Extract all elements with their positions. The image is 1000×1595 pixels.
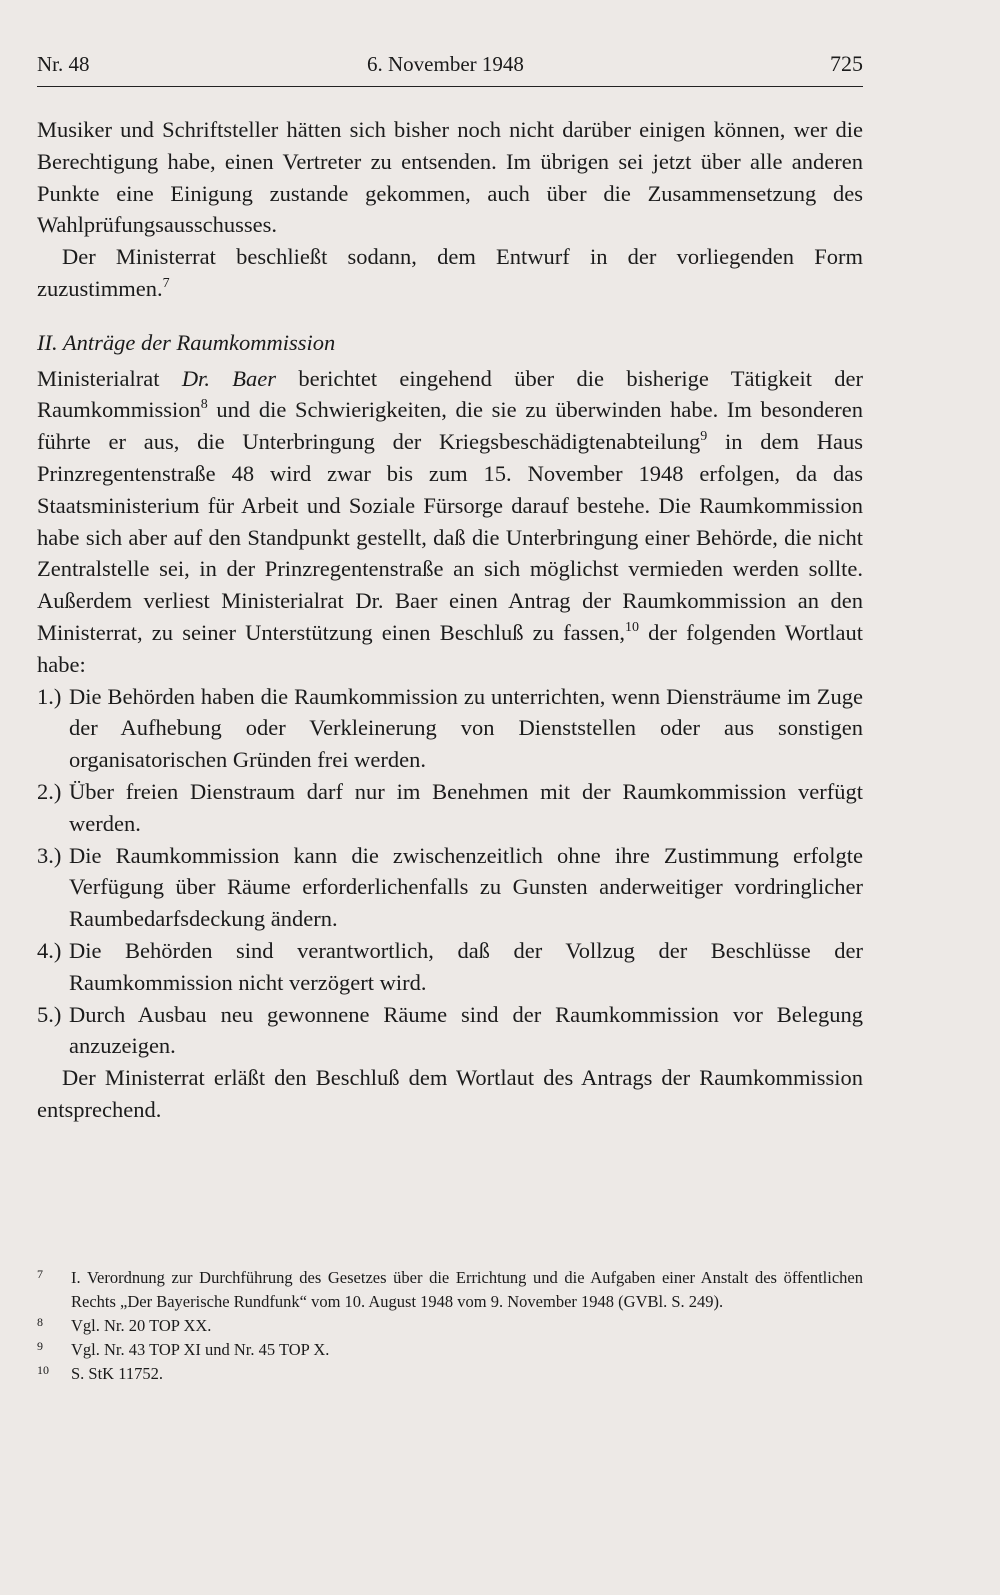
list-item — [37, 776, 863, 840]
footnote-number: 7 — [37, 1267, 43, 1281]
footnote-8 — [37, 1314, 863, 1338]
footnote-9 — [37, 1338, 863, 1362]
paragraph-1: Musiker und Schriftsteller hätten sich bisher noch nicht darüber einigen können, wer die Berechtigung habe, einen Vertreter zu entsenden. Im übrigen sei jetzt über alle anderen Punkte eine Einigung zustande gekommen, auch über die Zusammensetzung des Wahlprüfungsausschusses. — [37, 117, 863, 238]
list-item — [37, 999, 863, 1063]
header-date: 6. November 1948 — [367, 52, 524, 76]
list-item — [37, 840, 863, 935]
footnote-ref-9: 9 — [700, 429, 708, 445]
list-item-number: 1.) — [37, 683, 62, 709]
paragraph-2-text: Der Ministerrat beschließt sodann, dem Entwurf in der vorliegenden Form zuzustimmen. — [37, 244, 863, 301]
person-name: Dr. Baer — [181, 365, 277, 391]
list-item-number: 2.) — [37, 778, 62, 804]
paragraph-3-part-e: der folgenden Wortlaut habe: — [37, 619, 863, 677]
issue-number: Nr. 48 — [37, 52, 90, 76]
main-text — [37, 114, 863, 1126]
footnote-number: 9 — [37, 1339, 43, 1353]
header-rule — [37, 86, 863, 87]
list-item-number: 4.) — [37, 937, 62, 963]
paragraph-3-part-b: berichtet eingehend über die bisherige Tätigkeit der Raumkommission — [37, 365, 864, 423]
running-header — [37, 46, 863, 80]
paragraph-3-part-c: und die Schwierigkeiten, die sie zu überwinden habe. Im besonderen führte er aus, die Unterbringung der Kriegsbeschädigtenabteilung — [37, 397, 863, 455]
paragraph-2 — [37, 241, 863, 305]
footnote-number: 8 — [37, 1315, 43, 1329]
footnote-text: Vgl. Nr. 43 TOP XI und Nr. 45 TOP X. — [71, 1340, 330, 1359]
footnote-10 — [37, 1362, 863, 1386]
paragraph-3 — [37, 363, 863, 681]
footnote-ref-8: 8 — [200, 397, 208, 413]
footnote-number: 10 — [37, 1363, 49, 1377]
list-item-text: Die Behörden sind verantwortlich, daß der Vollzug der Beschlüsse der Raumkommission nicht verzögert wird. — [69, 937, 863, 995]
document-page — [37, 46, 863, 1546]
footnote-ref-7: 7 — [162, 275, 170, 291]
list-item — [37, 681, 863, 776]
footnote-ref-10: 10 — [624, 619, 639, 635]
list-item — [37, 935, 863, 999]
list-item-text: Die Behörden haben die Raumkommission zu unterrichten, wenn Diensträume im Zuge der Aufhebung oder Verkleinerung von Dienststellen oder aus sonstigen organisatorischen Gründen frei werden. — [69, 683, 863, 773]
page-number: 725 — [830, 51, 863, 76]
paragraph-3-part-d: in dem Haus Prinzregentenstraße 48 wird zwar bis zum 15. November 1948 erfolgen, da das Staatsministerium für Arbeit und Soziale Fürsorge darauf bestehe. Die Raumkommission habe sich aber auf den Standpunkt gestellt, daß die Unterbringung einer Behörde, die nicht Zentralstelle sei, in der Prinzregentenstraße an sich möglichst vermieden werden sollte. Außerdem verliest Ministerialrat Dr. Baer einen Antrag der Raumkommission an den Ministerrat, zu seiner Unterstützung einen Beschluß zu fassen, — [37, 429, 863, 645]
footnotes — [37, 1266, 863, 1386]
footnote-text: I. Verordnung zur Durchführung des Gesetzes über die Errichtung und die Aufgaben einer Anstalt des öffentlichen Rechts „Der Bayerische Rundfunk“ vom 10. August 1948 vom 9. November 1948 (GVBl. S. 249). — [71, 1268, 863, 1311]
list-item-text: Über freien Dienstraum darf nur im Benehmen mit der Raumkommission verfügt werden. — [69, 778, 863, 836]
list-item-number: 5.) — [37, 1001, 62, 1027]
list-item-text: Durch Ausbau neu gewonnene Räume sind der Raumkommission vor Belegung anzuzeigen. — [69, 1001, 863, 1059]
section-heading: II. Anträge der Raumkommission — [37, 329, 336, 355]
list-item-number: 3.) — [37, 842, 62, 868]
footnote-text: S. StK 11752. — [71, 1364, 163, 1383]
list-item-text: Die Raumkommission kann die zwischenzeitlich ohne ihre Zustimmung erfolgte Verfügung über Räume erforderlichenfalls zu Gunsten anderweitiger vordringlicher Raumbedarfsdeckung ändern. — [69, 842, 863, 932]
paragraph-3-part-a: Ministerialrat — [37, 365, 182, 391]
resolution-list — [37, 681, 863, 1063]
paragraph-4: Der Ministerrat erläßt den Beschluß dem Wortlaut des Antrags der Raumkommission entsprechend. — [37, 1065, 863, 1122]
footnote-7 — [37, 1266, 863, 1314]
footnote-text: Vgl. Nr. 20 TOP XX. — [71, 1316, 212, 1335]
